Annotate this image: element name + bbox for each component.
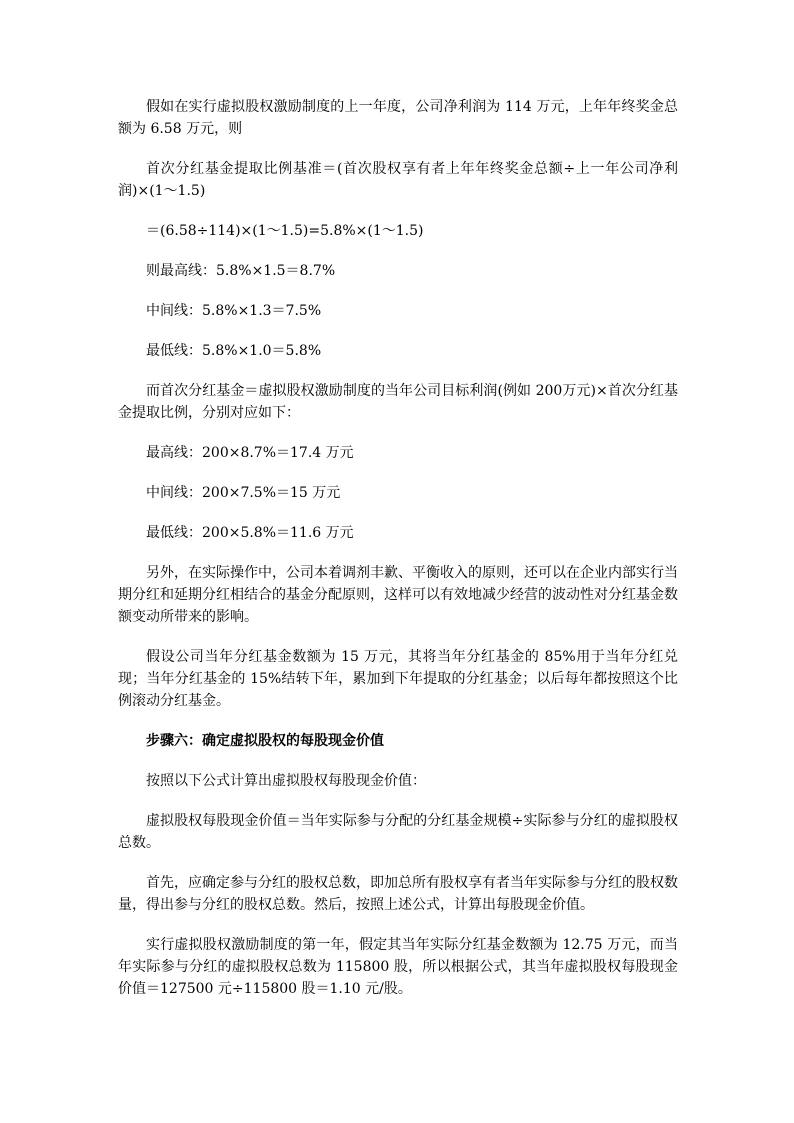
para-rolling-example: 假设公司当年分红基金数额为 15 万元，其将当年分红基金的 85%用于当年分红兑现；当年分红基金的 15%结转下年，累加到下年提取的分红基金；以后每年都按照这个比例滚动分红基金。 — [118, 649, 678, 709]
para-fund-mid: 中间线：200×7.5%＝15 万元 — [146, 485, 341, 501]
section-heading-step6: 步骤六：确定虚拟股权的每股现金价值 — [146, 733, 384, 749]
para-ratio-mid: 中间线：5.8%×1.3＝7.5% — [146, 303, 322, 319]
para-deferred-distribution: 另外，在实际操作中，公司本着调剂丰歉、平衡收入的原则，还可以在企业内部实行当期分红和延期分红相结合的基金分配原则，这样可以有效地减少经营的波动性对分红基金数额变动所带来的影响。 — [118, 565, 678, 625]
para-formula-intro: 按照以下公式计算出虚拟股权每股现金价值： — [146, 773, 426, 789]
para-fund-formula: 而首次分红基金＝虚拟股权激励制度的当年公司目标利润(例如 200万元)×首次分红基金提取比例，分别对应如下： — [118, 383, 678, 421]
para-fund-high: 最高线：200×8.7%＝17.4 万元 — [146, 445, 354, 461]
para-total-shares: 首先，应确定参与分红的股权总数，即加总所有股权享有者当年实际参与分红的股权数量，得出参与分红的股权总数。然后，按照上述公式，计算出每股现金价值。 — [118, 875, 678, 913]
para-share-value-formula: 虚拟股权每股现金价值＝当年实际参与分配的分红基金规模÷实际参与分红的虚拟股权总数。 — [118, 813, 678, 851]
para-fund-low: 最低线：200×5.8%＝11.6 万元 — [146, 525, 354, 541]
para-ratio-calc: ＝(6.58÷114)×(1～1.5)=5.8%×(1～1.5) — [146, 223, 424, 239]
para-first-year-example: 实行虚拟股权激励制度的第一年，假定其当年实际分红基金数额为 12.75 万元，而当年实际参与分红的虚拟股权总数为 115800 股，所以根据公式，其当年虚拟股权每股现金价值＝127500 元÷115800 股＝1.10 元/股。 — [118, 937, 678, 997]
para-ratio-basis: 首次分红基金提取比例基准＝(首次股权享有者上年年终奖金总额÷上一年公司净利润)×(1～1.5) — [118, 161, 678, 199]
document-page — [118, 96, 678, 1018]
para-ratio-low: 最低线：5.8%×1.0＝5.8% — [146, 343, 322, 359]
para-net-profit: 假如在实行虚拟股权激励制度的上一年度，公司净利润为 114 万元，上年年终奖金总额为 6.58 万元，则 — [118, 99, 678, 137]
para-ratio-high: 则最高线：5.8%×1.5＝8.7% — [146, 263, 336, 279]
